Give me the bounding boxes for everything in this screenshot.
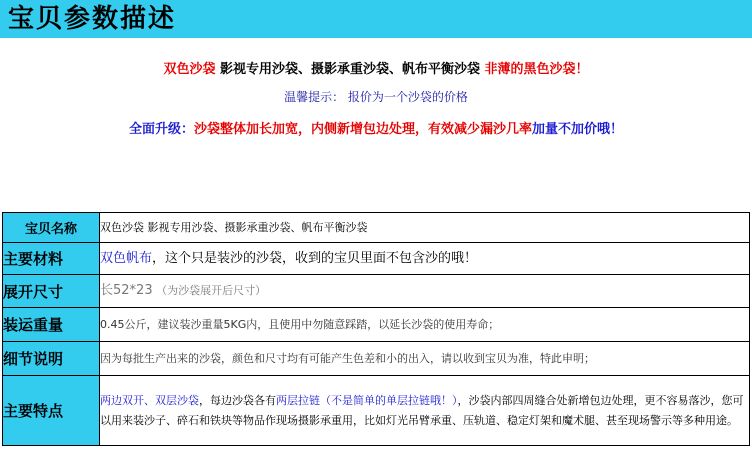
table-row	[3, 275, 750, 308]
spec-label-size: 展开尺寸	[3, 275, 100, 308]
size-note: （为沙袋展开后尺寸）	[152, 284, 267, 297]
material-highlight: 双色帆布	[100, 250, 153, 266]
product-headline	[0, 58, 752, 77]
table-row	[3, 376, 750, 446]
spec-value-material	[100, 243, 750, 275]
spec-value-detail: 因为每批生产出来的沙袋，颜色和尺寸均有可能产生色差和小的出入，请以收到宝贝为准，特此申明；	[100, 342, 750, 376]
price-tip: 温馨提示： 报价为一个沙袋的价格	[284, 90, 468, 104]
material-note: ，这个只是装沙的沙袋，收到的宝贝里面不包含沙的哦！	[152, 250, 478, 266]
table-row	[3, 342, 750, 376]
spec-value-features	[100, 376, 750, 446]
upgrade-notice	[0, 118, 752, 137]
features-highlight-1: 两边双开、双层沙袋	[100, 393, 199, 407]
spec-label-features: 主要特点	[3, 376, 100, 446]
features-text-1: ，每边沙袋各有	[199, 393, 276, 407]
spec-value-name: 双色沙袋 影视专用沙袋、摄影承重沙袋、帆布平衡沙袋	[100, 213, 750, 243]
spec-label-name: 宝贝名称	[3, 213, 100, 243]
table-row	[3, 213, 750, 243]
upgrade-detail: 沙袋整体加长加宽，内侧新增包边处理，有效减少漏沙几率	[193, 122, 532, 137]
size-value: 长52*23	[100, 283, 153, 298]
spec-label-weight: 装运重量	[3, 308, 100, 342]
features-highlight-2: 两层拉链（不是简单的单层拉链哦！）	[276, 393, 458, 407]
table-row	[3, 243, 750, 275]
spec-value-weight: 0.45公斤，建议装沙重量5KG内，且使用中勿随意踩踏，以延长沙袋的使用寿命；	[100, 308, 750, 342]
spec-table	[2, 212, 750, 446]
spec-value-size	[100, 275, 750, 308]
page-title: 宝贝参数描述	[8, 4, 177, 34]
spec-label-material: 主要材料	[3, 243, 100, 275]
headline-product: 双色沙袋	[163, 62, 216, 77]
headline-uses: 影视专用沙袋、摄影承重沙袋、帆布平衡沙袋	[215, 62, 485, 77]
upgrade-price: 加量不加价哦！	[532, 122, 624, 137]
features-text-2: ，沙袋内部四周缝合处新增包边处理，更不容易落沙，您可以用来装沙子、碎石和铁块等物品作现场摄影承重用，比如灯光吊臂承重、压轨道、稳定灯架和魔术腿、甚至现场警示等多种用途。	[100, 393, 744, 427]
table-row	[3, 308, 750, 342]
spec-label-detail: 细节说明	[3, 342, 100, 376]
header-banner	[0, 0, 752, 38]
upgrade-label: 全面升级：	[128, 122, 194, 137]
headline-note: 非薄的黑色沙袋！	[484, 62, 589, 77]
